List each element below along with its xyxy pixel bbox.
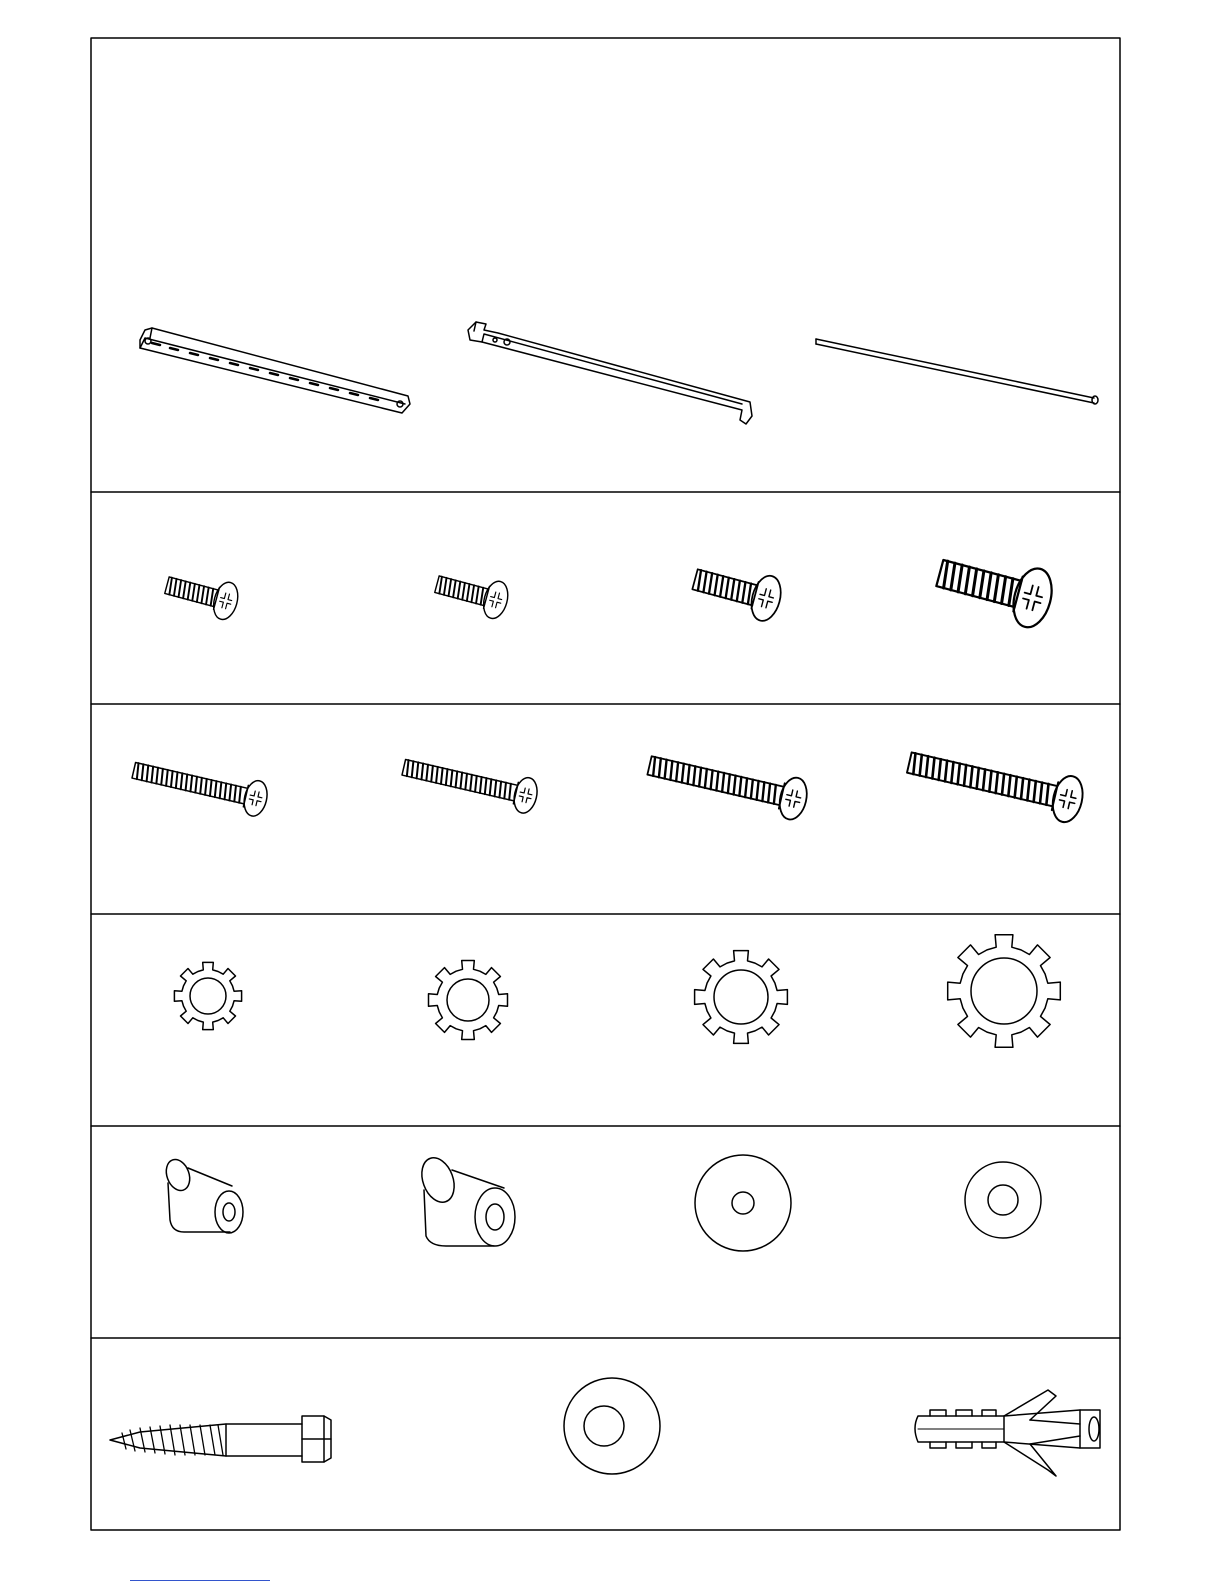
flat-washer-icon bbox=[564, 1378, 660, 1474]
long-screw-icon bbox=[130, 753, 271, 819]
short-screw-icon bbox=[432, 566, 512, 621]
long-screw-icon bbox=[645, 745, 811, 822]
footer-link[interactable] bbox=[130, 1566, 270, 1581]
spacer-icon bbox=[162, 1156, 243, 1238]
lock-washer-outline bbox=[429, 961, 508, 1040]
long-rod-icon bbox=[816, 339, 1098, 404]
lock-washer-hole bbox=[714, 970, 768, 1024]
lag-bolt-icon bbox=[110, 1416, 331, 1462]
short-screw-icon bbox=[689, 557, 785, 624]
lock-washer-hole bbox=[447, 979, 489, 1021]
lock-washer-icon bbox=[429, 961, 508, 1040]
flat-washer-icon bbox=[965, 1162, 1041, 1238]
support-bar-icon bbox=[468, 322, 752, 424]
lock-washer-outline bbox=[174, 962, 241, 1029]
slotted-rail-icon bbox=[140, 328, 410, 413]
lock-washer-icon bbox=[695, 951, 788, 1044]
wall-anchor-icon bbox=[915, 1390, 1100, 1476]
flat-washer-icon bbox=[695, 1155, 791, 1251]
lock-washer-icon bbox=[948, 935, 1061, 1048]
lock-washer-icon bbox=[174, 962, 241, 1029]
lock-washer-hole bbox=[971, 958, 1037, 1024]
short-screw-icon bbox=[932, 544, 1058, 631]
spacer-icon bbox=[416, 1153, 515, 1246]
lock-washer-hole bbox=[190, 978, 226, 1014]
lock-washer-outline bbox=[948, 935, 1061, 1048]
long-screw-icon bbox=[400, 750, 541, 816]
lock-washer-outline bbox=[695, 951, 788, 1044]
long-screw-icon bbox=[904, 740, 1087, 825]
short-screw-icon bbox=[162, 567, 242, 622]
outer-frame bbox=[91, 38, 1120, 1530]
